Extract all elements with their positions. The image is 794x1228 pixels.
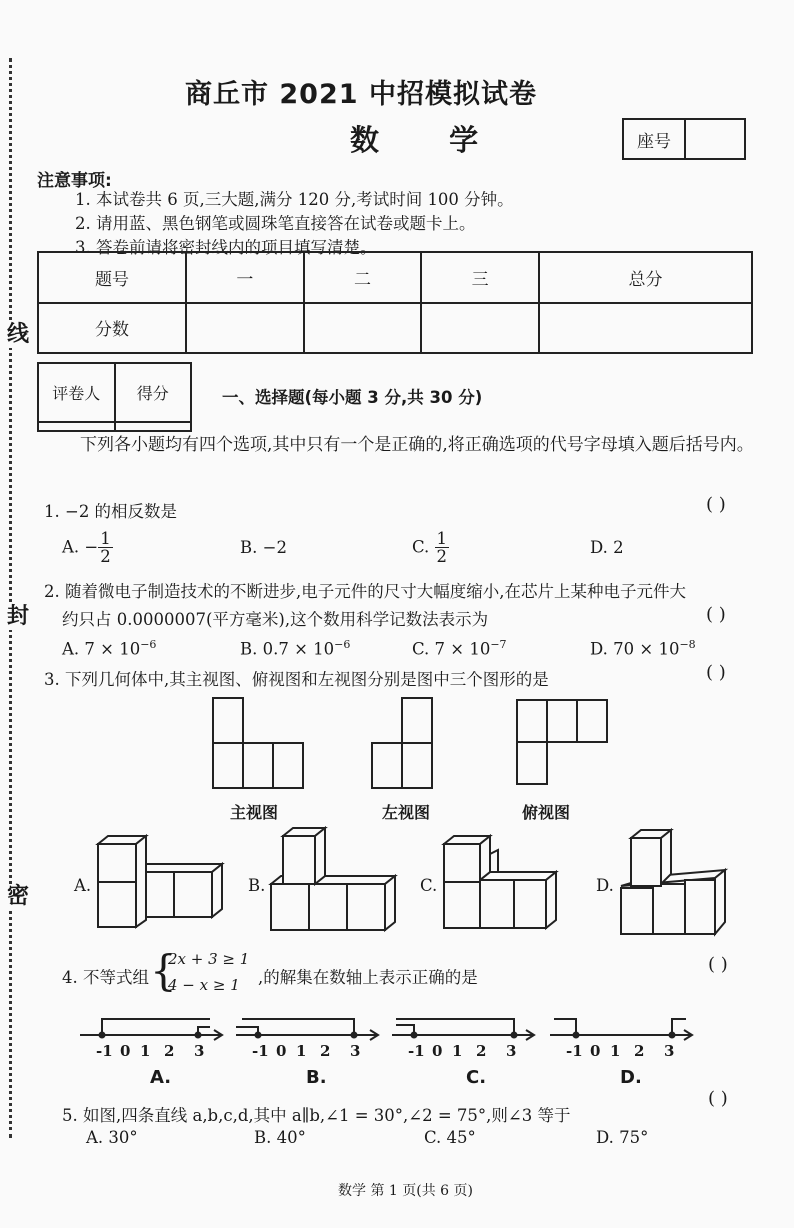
- q2-option-a[interactable]: [62, 638, 156, 659]
- q3-option-b-figure[interactable]: [265, 826, 405, 944]
- score-cell-2[interactable]: [304, 303, 422, 354]
- q1-option-a-num: 1: [100, 529, 111, 548]
- numberline-tick-label: 2: [320, 1042, 331, 1060]
- numberline-tick-label: 1: [140, 1042, 151, 1060]
- score-col-3: 三: [421, 252, 539, 303]
- q4-option-c-label[interactable]: C.: [466, 1067, 487, 1088]
- q3-option-d-figure[interactable]: [615, 826, 731, 944]
- q3-option-a-label[interactable]: A.: [74, 876, 92, 895]
- binding-char-xian: 线: [6, 322, 29, 347]
- numberline-tick-label: 0: [276, 1042, 287, 1060]
- numberline-tick-label: 1: [296, 1042, 307, 1060]
- binding-char-mi: 密: [6, 884, 29, 909]
- q1-option-a-label: A. −: [62, 537, 99, 557]
- q2-option-c-base: C. 7 × 10: [412, 639, 491, 659]
- notes-heading: 注意事项:: [37, 171, 112, 191]
- q1-option-a-den: 2: [100, 547, 111, 567]
- q1-option-c-label: C.: [412, 537, 430, 557]
- top-view-shape: [517, 700, 607, 784]
- numberline-tick-label: 2: [164, 1042, 175, 1060]
- score-cell-1[interactable]: [186, 303, 304, 354]
- q4-option-a-label[interactable]: A.: [150, 1067, 172, 1088]
- numberline-tick-label: 0: [120, 1042, 131, 1060]
- q5-option-b[interactable]: B. 40°: [254, 1128, 306, 1147]
- q2-option-d[interactable]: [590, 638, 696, 659]
- numberline-tick-label: 1: [452, 1042, 463, 1060]
- numberline-tick-label: -1: [96, 1042, 113, 1060]
- score-table: [37, 251, 753, 354]
- numberline-tick-label: 3: [506, 1042, 517, 1060]
- q1-option-c[interactable]: [412, 530, 449, 566]
- numberline-tick-label: 2: [634, 1042, 645, 1060]
- q1-option-c-num: 1: [436, 529, 448, 548]
- score-row-label: 分数: [38, 303, 186, 354]
- q2-stem-line-2: 约只占 0.0000007(平方毫米),这个数用科学记数法表示为: [62, 610, 489, 629]
- q1-option-c-fraction: [435, 530, 450, 566]
- q3-stem: 3. 下列几何体中,其主视图、俯视图和左视图分别是图中三个图形的是: [44, 670, 549, 689]
- numberline-tick-label: 0: [590, 1042, 601, 1060]
- q2-option-d-exp: −8: [679, 638, 696, 651]
- score-col-total: 总分: [539, 252, 752, 303]
- q3-answer-paren[interactable]: ( ): [706, 662, 726, 683]
- q2-stem-line-1: 2. 随着微电子制造技术的不断进步,电子元件的尺寸大幅度缩小,在芯片上某种电子元件大: [44, 582, 686, 601]
- subject-title: 数 学: [350, 123, 509, 157]
- q1-option-a[interactable]: [62, 530, 113, 566]
- view-label-front: 主视图: [230, 803, 279, 822]
- q4-stem-prefix: 4. 不等式组: [62, 968, 149, 987]
- section-1-title: 一、选择题(每小题 3 分,共 30 分): [222, 388, 483, 407]
- numberline-tick-label: 3: [664, 1042, 675, 1060]
- front-view-shape: [213, 698, 303, 788]
- q2-option-a-base: A. 7 × 10: [62, 639, 141, 659]
- q5-stem: 5. 如图,四条直线 a,b,c,d,其中 a∥b,∠1 = 30°,∠2 = 75°,则∠3 等于: [62, 1106, 571, 1125]
- q1-option-a-fraction: [98, 530, 113, 566]
- q4-option-d-label[interactable]: D.: [620, 1067, 642, 1088]
- grader-label: 评卷人: [38, 363, 115, 422]
- q2-option-c-exp: −7: [490, 638, 507, 651]
- q4-option-b-label[interactable]: B.: [306, 1067, 327, 1088]
- q1-answer-paren[interactable]: ( ): [706, 494, 726, 515]
- numberline-tick-label: -1: [252, 1042, 269, 1060]
- q2-option-d-base: D. 70 × 10: [590, 639, 680, 659]
- q1-option-b[interactable]: B. −2: [240, 538, 287, 557]
- q4-stem-suffix: ,的解集在数轴上表示正确的是: [258, 968, 478, 987]
- note-item-2: 2. 请用蓝、黑色钢笔或圆珠笔直接答在试卷或题卡上。: [75, 214, 476, 233]
- section-1-instruction: 下列各小题均有四个选项,其中只有一个是正确的,将正确选项的代号字母填入题后括号内。: [80, 435, 754, 455]
- q2-option-c[interactable]: [412, 638, 507, 659]
- seat-number-box: [622, 118, 746, 160]
- q3-option-c-label[interactable]: C.: [420, 876, 438, 895]
- q3-views-figure: [195, 690, 635, 800]
- q3-option-b-label[interactable]: B.: [248, 876, 266, 895]
- q2-option-b[interactable]: [240, 638, 350, 659]
- q1-option-d[interactable]: D. 2: [590, 538, 624, 557]
- numberline-tick-label: 1: [610, 1042, 621, 1060]
- numberline-tick-label: 2: [476, 1042, 487, 1060]
- q3-option-a-figure[interactable]: [92, 828, 232, 940]
- grader-score-label: 得分: [115, 363, 192, 422]
- note-item-3: 3. 答卷前请将密封线内的项目填写清楚。: [75, 238, 377, 257]
- view-label-top: 俯视图: [522, 803, 571, 822]
- score-cell-total[interactable]: [539, 303, 752, 354]
- numberline-tick-label: 3: [350, 1042, 361, 1060]
- note-item-1: 1. 本试卷共 6 页,三大题,满分 120 分,考试时间 100 分钟。: [75, 190, 514, 209]
- numberline-tick-label: 0: [432, 1042, 443, 1060]
- q2-option-b-exp: −6: [334, 638, 351, 651]
- view-label-left: 左视图: [382, 803, 431, 822]
- exam-title: 商丘市 2021 中招模拟试卷: [185, 79, 537, 110]
- q4-inequality-2: 4 − x ≥ 1: [168, 976, 240, 994]
- seat-number-field[interactable]: [686, 120, 744, 158]
- score-table-header-label: 题号: [38, 252, 186, 303]
- q2-option-a-exp: −6: [140, 638, 157, 651]
- q4-inequality-1: 2x + 3 ≥ 1: [168, 950, 250, 968]
- score-col-2: 二: [304, 252, 422, 303]
- q2-option-b-base: B. 0.7 × 10: [240, 639, 335, 659]
- score-cell-3[interactable]: [421, 303, 539, 354]
- numberline-tick-label: -1: [566, 1042, 583, 1060]
- q5-option-d[interactable]: D. 75°: [596, 1128, 649, 1147]
- seat-label: 座号: [624, 120, 686, 158]
- q4-brace: {: [150, 946, 177, 995]
- numberline-tick-label: -1: [408, 1042, 425, 1060]
- q1-option-c-den: 2: [436, 547, 448, 567]
- page-footer: 数学 第 1 页(共 6 页): [338, 1183, 473, 1199]
- q5-answer-paren[interactable]: ( ): [708, 1088, 728, 1109]
- numberline-tick-label: 3: [194, 1042, 205, 1060]
- q5-option-c[interactable]: C. 45°: [424, 1128, 476, 1147]
- q3-option-c-figure[interactable]: [438, 828, 562, 940]
- q1-stem: 1. −2 的相反数是: [44, 502, 178, 521]
- score-col-1: 一: [186, 252, 304, 303]
- q2-answer-paren[interactable]: ( ): [706, 604, 726, 625]
- q4-answer-paren[interactable]: ( ): [708, 954, 728, 975]
- q5-option-a[interactable]: A. 30°: [86, 1128, 138, 1147]
- grader-table: [37, 362, 192, 432]
- q3-option-d-label[interactable]: D.: [596, 876, 614, 895]
- binding-char-feng: 封: [6, 604, 29, 629]
- left-view-shape: [372, 698, 432, 788]
- binding-dotted-line: [9, 58, 12, 1138]
